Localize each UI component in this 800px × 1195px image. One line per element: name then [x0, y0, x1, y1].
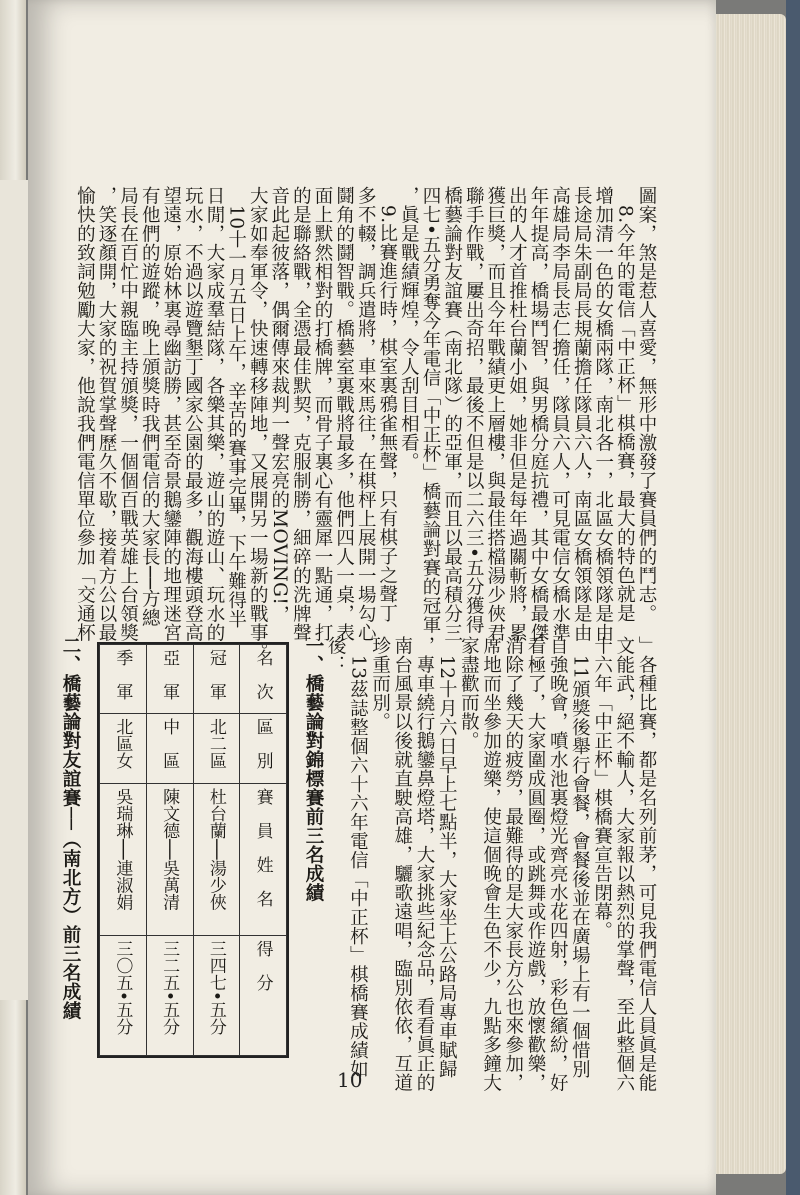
text-column: 11頒獎後舉行會餐，會餐後並在廣場上有一個惜別: [569, 636, 591, 1079]
text-column: 音此起彼落，偶爾傳來裁判一聲宏亮的MOVING!，: [268, 186, 290, 625]
text-column: 10十一月五日上午，辛苦的賽事完畢，下午難得半: [225, 186, 247, 629]
table-cell: 北二區: [193, 714, 240, 783]
text-column: 日閒，大家成羣結隊，各樂其樂，遊山的遊山、玩水的: [204, 186, 225, 642]
text-column: 四七•五分勇奪今年電信「中正杯」橋藝論對賽的冠軍: [420, 186, 441, 635]
text-column: 8.今年的電信「中正杯」棋橋賽，最大的特色就是: [614, 186, 636, 623]
text-column: 圖案，煞是惹人喜愛，無形中激發了賽員們的鬥志。: [636, 186, 657, 623]
table-cell: 陳文德──吳萬清: [146, 783, 193, 935]
text-column: 十六年「中正杯」棋橋賽宣告閉幕。: [591, 636, 613, 940]
page-number: 10: [337, 1068, 363, 1092]
text-column: 增加清一色的女橋兩隊，南北各一，北區女橋領隊是由: [592, 186, 614, 642]
header-cell: 區 別: [240, 714, 287, 783]
text-column: 局長在百忙中親臨主持頒獎，一個個百戰英雄上台領獎: [117, 186, 139, 642]
text-column: 珍重而別。: [369, 636, 391, 731]
table-cell: 三二五•五分: [146, 935, 193, 1055]
facing-page-edge: [0, 180, 28, 1000]
text-column: 面上默然相對的打橋牌，而骨子裏心有靈犀一點通，打: [312, 186, 333, 642]
header-cell: 得 分: [240, 935, 287, 1055]
header-cell: 賽 員 姓 名: [240, 783, 287, 935]
text-column: 12十月六日早上七點半，大家坐上公路局專車賦歸: [436, 636, 458, 1079]
table-cell: 北區女: [100, 714, 147, 783]
text-column: 家盡歡而散。: [458, 636, 480, 750]
table-cell: 吳瑞琳──連淑娟: [100, 783, 147, 935]
text-column: 消除了幾天的疲勞，最難得的是大家長方公也來參加，: [502, 636, 524, 1092]
header-cell: 名 次: [240, 645, 287, 714]
table-cell: 三四七•五分: [193, 935, 240, 1055]
text-column: 自強晚會，噴水池裏燈光齊亮水花四射，彩色繽紛，好: [547, 636, 569, 1092]
text-column: ，專車繞行鵝鑾鼻燈塔，大家挑些紀念品，看看眞正的: [414, 636, 435, 1092]
text-column: 席地而坐參加遊樂，使這個晚會生色不少，九點多鐘大: [480, 636, 502, 1092]
text-column: 南台風景以後就直駛高雄，驪歌遠唱，臨別依依，互道: [391, 636, 413, 1092]
text-column: 玩水，不過以遊覽墾丁國家公園的最多，觀海樓頭登高: [182, 186, 204, 642]
table-row: [146, 645, 193, 1056]
text-column: 望遠，原始林裏尋幽訪勝，甚至奇景鵝鑾陣的地理迷宮: [160, 186, 182, 642]
text-column: 大家如奉軍令，快速轉移陣地，又展開另一場新的戰事。: [247, 186, 269, 661]
text-column: 高雄局李局長志仁擔任，隊員六人，可見電信女橋水準: [549, 186, 571, 642]
text-column: ，笑逐顏開，大家的祝賀掌聲歷久不歇，接着方公以最: [96, 186, 117, 642]
page-stack-edges: [716, 14, 786, 1174]
text-column: 文能武，絕不輸人，大家報以熱烈的掌聲，至此整個六: [613, 636, 635, 1092]
text-column: 年年提高，橋場鬥智，與男橋分庭抗禮，其中女橋最傑: [528, 186, 549, 642]
text-column: 多不輟，調兵遣將，車來馬往，在棋枰上展開一場勾心: [355, 186, 377, 642]
table-cell: 中 區: [146, 714, 193, 783]
text-column: 13茲誌整個六十六年電信「中正杯」棋橋賽成績如: [347, 636, 369, 1079]
text-column: 獲巨獎，而且今年戰績更上層樓，與最佳搭檔湯少俠君: [484, 186, 506, 642]
text-column: 」各種比賽，都是名列前茅，可見我們電信人員眞是能: [636, 636, 657, 1092]
table-cell: 亞 軍: [146, 645, 193, 714]
text-column: 鬪角的鬪智戰。橋藝室裏戰將最多，他們四人一桌，表: [333, 186, 355, 642]
table-cell: 季 軍: [100, 645, 147, 714]
text-column: 的是聯絡戰，全憑最佳默契，克服制勝，細碎的洗牌聲: [290, 186, 312, 642]
text-column: 出的人才首推杜台蘭小姐，她非但是每年過關斬將，累: [506, 186, 528, 642]
table-cell: 三〇五•五分: [100, 935, 147, 1055]
text-column: 後：: [325, 636, 347, 674]
text-column: 有他們的遊蹤，晚上頒獎時我們電信的大家長──方總: [139, 186, 161, 628]
section-heading: 一、橋藝論對錦標賽前三名成績: [303, 636, 324, 902]
results-table: [97, 642, 289, 1058]
text-column: ，眞是戰績輝煌，令人刮目相看。: [398, 186, 420, 471]
text-column: 橋藝論對友誼賽（南北隊）的亞軍，而且以最高積分三: [441, 186, 463, 642]
table-row: [100, 645, 147, 1056]
text-column: 長途局朱副局長規蘭擔任隊員六人，南區女橋領隊是由: [571, 186, 593, 642]
table-cell: 冠 軍: [193, 645, 240, 714]
text-column: 9.比賽進行時，棋室裏鴉雀無聲，只有棋子之聲丁: [376, 186, 398, 623]
bottom-heading: 二、橋藝論對友誼賽──（南北方）前三名成績: [60, 636, 81, 1021]
table-row: [193, 645, 240, 1056]
book-cover: [786, 0, 800, 1195]
text-column: 看極了，大家圍成圓圈，或跳舞或作遊戲，放懷歡樂，: [525, 636, 546, 1092]
text-column: 愉快的致詞勉勵大家，他說我們電信單位參加「交通杯: [74, 186, 96, 642]
table-cell: 杜台蘭──湯少俠: [193, 783, 240, 935]
table-header-row: [240, 645, 287, 1056]
text-column: 聯手作戰，屢出奇招，最後不但是以二六三•五分獲得: [463, 186, 485, 635]
